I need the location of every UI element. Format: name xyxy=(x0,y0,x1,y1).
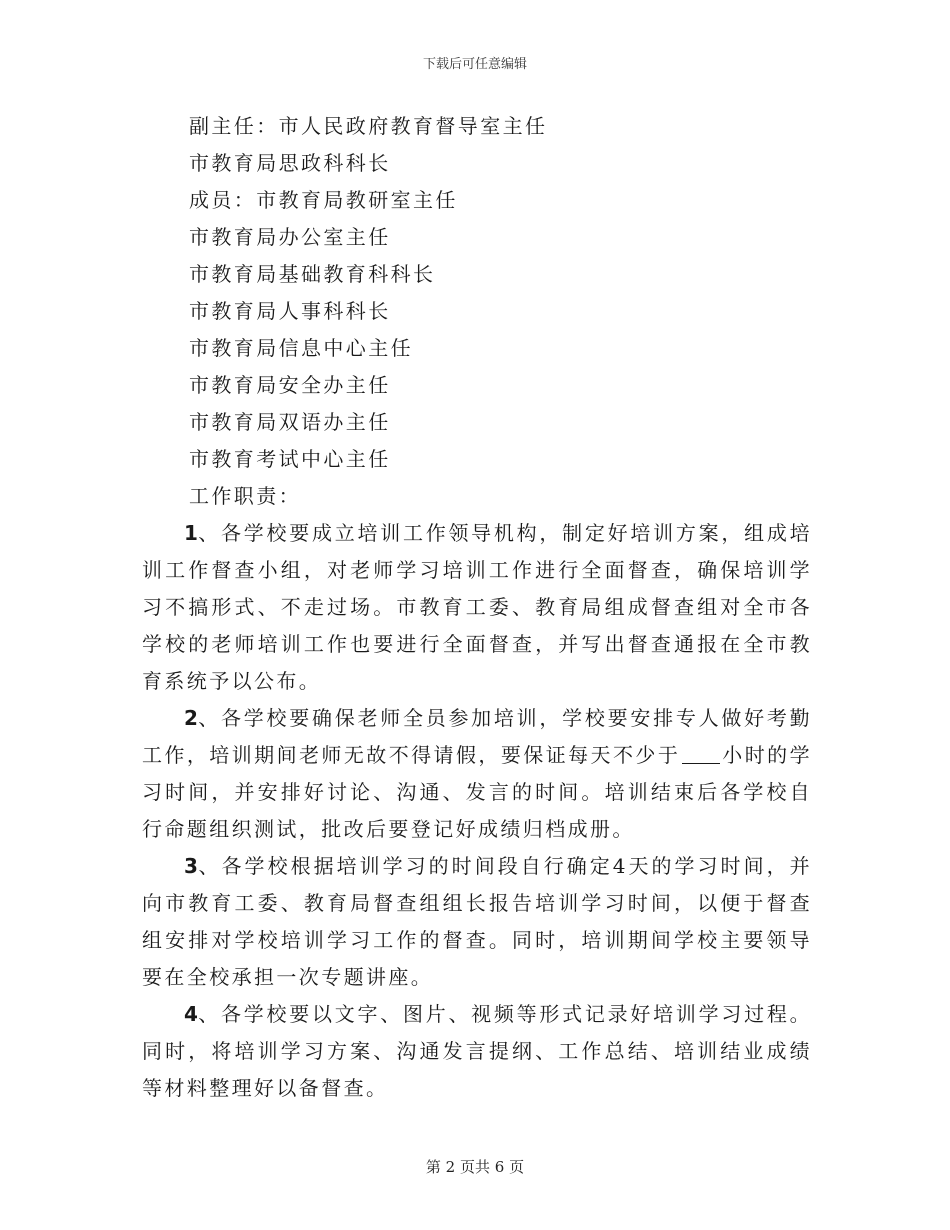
duty-paragraph-2 xyxy=(142,700,812,848)
download-note-header: 下载后可任意编辑 xyxy=(422,57,527,72)
duty-paragraph-1 xyxy=(142,515,812,700)
fill-in-blank xyxy=(682,743,720,764)
member-line: 市教育局基础教育科科长 xyxy=(189,262,436,286)
member-line: 市教育局信息中心主任 xyxy=(189,336,413,360)
duty-paragraph-3 xyxy=(142,848,812,996)
duty-number: 3 xyxy=(184,854,198,878)
member-line: 市教育局人事科科长 xyxy=(189,299,391,323)
member-line: 市教育局安全办主任 xyxy=(189,373,391,397)
duty-text: 小时的学习时间，并安排好讨论、沟通、发言的时间。培训结束后各学校自行命题组织测试，批改后要登记好成绩归档成册。 xyxy=(142,743,812,841)
page-number-footer: 第 2 页共 6 页 xyxy=(425,1158,525,1176)
duty-number: 1 xyxy=(184,521,198,545)
duty-text: 、各学校要成立培训工作领导机构，制定好培训方案，组成培训工作督查小组，对老师学习培训工作进行全面督查，确保培训学习不搞形式、不走过场。市教育工委、教育局组成督查组对全市各学校的老师培训工作也要进行全面督查，并写出督查通报在全市教育系统予以公布。 xyxy=(142,521,812,693)
duty-paragraph-4 xyxy=(142,996,812,1107)
document-body xyxy=(142,108,812,1107)
member-line-vice-director: 副主任：市人民政府教育督导室主任 xyxy=(189,114,548,138)
duty-text: 、各学校要确保老师全员参加培训，学校要安排专人做好考勤工作，培训期间老师无故不得请假，要保证每天不少于 xyxy=(142,706,812,767)
member-line: 市教育局思政科科长 xyxy=(189,151,391,175)
duties-heading: 工作职责： xyxy=(189,484,301,508)
duty-text: 、各学校要以文字、图片、视频等形式记录好培训学习过程。同时，将培训学习方案、沟通发言提纲、工作总结、培训结业成绩等材料整理好以备督查。 xyxy=(142,1002,812,1100)
member-line: 市教育考试中心主任 xyxy=(189,447,391,471)
duty-number: 4 xyxy=(184,1002,198,1026)
duty-number: 2 xyxy=(184,706,198,730)
member-line: 市教育局办公室主任 xyxy=(189,225,391,249)
member-line: 市教育局双语办主任 xyxy=(189,410,391,434)
member-line-members-start: 成员：市教育局教研室主任 xyxy=(189,188,458,212)
duty-text: 、各学校根据培训学习的时间段自行确定4天的学习时间，并向市教育工委、教育局督查组组长报告培训学习时间，以便于督查组安排对学校培训学习工作的督查。同时，培训期间学校主要领导要在全校承担一次专题讲座。 xyxy=(142,854,812,989)
